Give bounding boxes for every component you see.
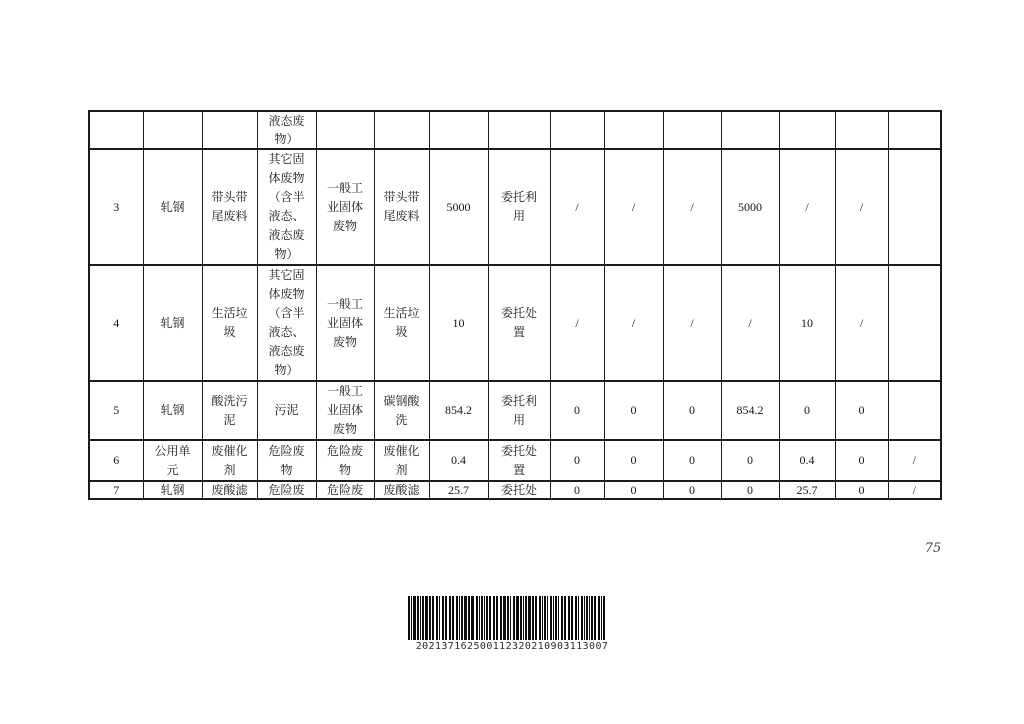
table-cell: 生活垃圾 [374,265,429,381]
table-cell: 轧钢 [143,265,202,381]
table-cell [888,265,941,381]
table-cell: 危险废 [316,481,374,499]
table-cell [550,111,604,149]
table-cell [488,111,550,149]
table-cell: 一般工业固体废物 [316,149,374,265]
table-cell: 委托利用 [488,381,550,440]
table-cell: 生活垃圾 [202,265,257,381]
table-cell [429,111,488,149]
table-cell [316,111,374,149]
table-cell: 25.7 [429,481,488,499]
table-cell: 碳钢酸洗 [374,381,429,440]
table-cell: 带头带尾废料 [374,149,429,265]
table-cell: 0 [550,381,604,440]
table-cell: 危险废物 [257,440,316,481]
table-cell: / [604,265,663,381]
table-cell: 0 [835,440,888,481]
table-cell [779,111,835,149]
table-cell: 轧钢 [143,149,202,265]
table-cell: 轧钢 [143,481,202,499]
table-cell [89,111,143,149]
table-cell: / [835,265,888,381]
table-cell: 0 [604,381,663,440]
table-cell: 危险废物 [316,440,374,481]
table-cell [143,111,202,149]
table-cell: 委托利用 [488,149,550,265]
table-row [89,440,941,481]
table-cell: 废酸滤 [202,481,257,499]
table-cell: / [604,149,663,265]
waste-disposal-table [88,110,942,500]
table-cell: 7 [89,481,143,499]
table-cell: 5 [89,381,143,440]
table-body [89,111,941,499]
table-cell: 854.2 [721,381,779,440]
table-cell: 轧钢 [143,381,202,440]
table-cell: / [663,265,721,381]
table-cell: 委托处置 [488,440,550,481]
table-cell: 液态废物） [257,111,316,149]
table-cell: 0 [721,440,779,481]
table-cell [888,381,941,440]
table-cell: 0 [835,481,888,499]
table-cell: 0 [663,481,721,499]
table-cell: 一般工业固体废物 [316,265,374,381]
table-row [89,149,941,265]
table-cell: 0 [604,481,663,499]
barcode-digits: 202137162500112320210903113007 [415,641,609,652]
table-cell: 854.2 [429,381,488,440]
table-cell: / [779,149,835,265]
barcode-bar [603,596,605,640]
table-cell: / [550,149,604,265]
table-cell: 5000 [721,149,779,265]
table-cell: 一般工业固体废物 [316,381,374,440]
table-cell [888,149,941,265]
table-cell: 25.7 [779,481,835,499]
table-cell: 0 [835,381,888,440]
table-cell: 酸洗污泥 [202,381,257,440]
table-row [89,381,941,440]
table-cell [374,111,429,149]
barcode-bars-icon [408,596,616,640]
table-cell: 0 [663,440,721,481]
table-cell: 10 [429,265,488,381]
table-cell: 0.4 [779,440,835,481]
table-cell: 委托处 [488,481,550,499]
table-cell [663,111,721,149]
table-row [89,481,941,499]
table-cell: / [888,481,941,499]
table-cell: 委托处置 [488,265,550,381]
table-cell: 0 [550,481,604,499]
table-cell: / [550,265,604,381]
table-cell [202,111,257,149]
table-cell: 0 [721,481,779,499]
table-cell: 废催化剂 [202,440,257,481]
table-cell: / [835,149,888,265]
table-cell: 公用单元 [143,440,202,481]
table-cell: 6 [89,440,143,481]
table-cell: 废酸滤 [374,481,429,499]
table-cell: 0 [779,381,835,440]
table-cell: 10 [779,265,835,381]
table-cell [835,111,888,149]
page-number: 75 [924,541,942,556]
table-cell [888,111,941,149]
table-row [89,111,941,149]
table-cell: 0 [604,440,663,481]
table-cell: / [721,265,779,381]
table-cell: 3 [89,149,143,265]
table-cell: 危险废 [257,481,316,499]
table-cell: 废催化剂 [374,440,429,481]
table-cell [721,111,779,149]
table-cell: / [663,149,721,265]
table-cell: 污泥 [257,381,316,440]
table-cell: 5000 [429,149,488,265]
barcode [408,596,616,652]
table-row [89,265,941,381]
table-cell: / [888,440,941,481]
table-cell: 0.4 [429,440,488,481]
table-cell: 0 [663,381,721,440]
table-cell: 0 [550,440,604,481]
table-cell: 其它固体废物（含半液态、液态废物） [257,149,316,265]
table-cell: 其它固体废物（含半液态、液态废物） [257,265,316,381]
table-cell [604,111,663,149]
table-cell: 带头带尾废料 [202,149,257,265]
table-cell: 4 [89,265,143,381]
